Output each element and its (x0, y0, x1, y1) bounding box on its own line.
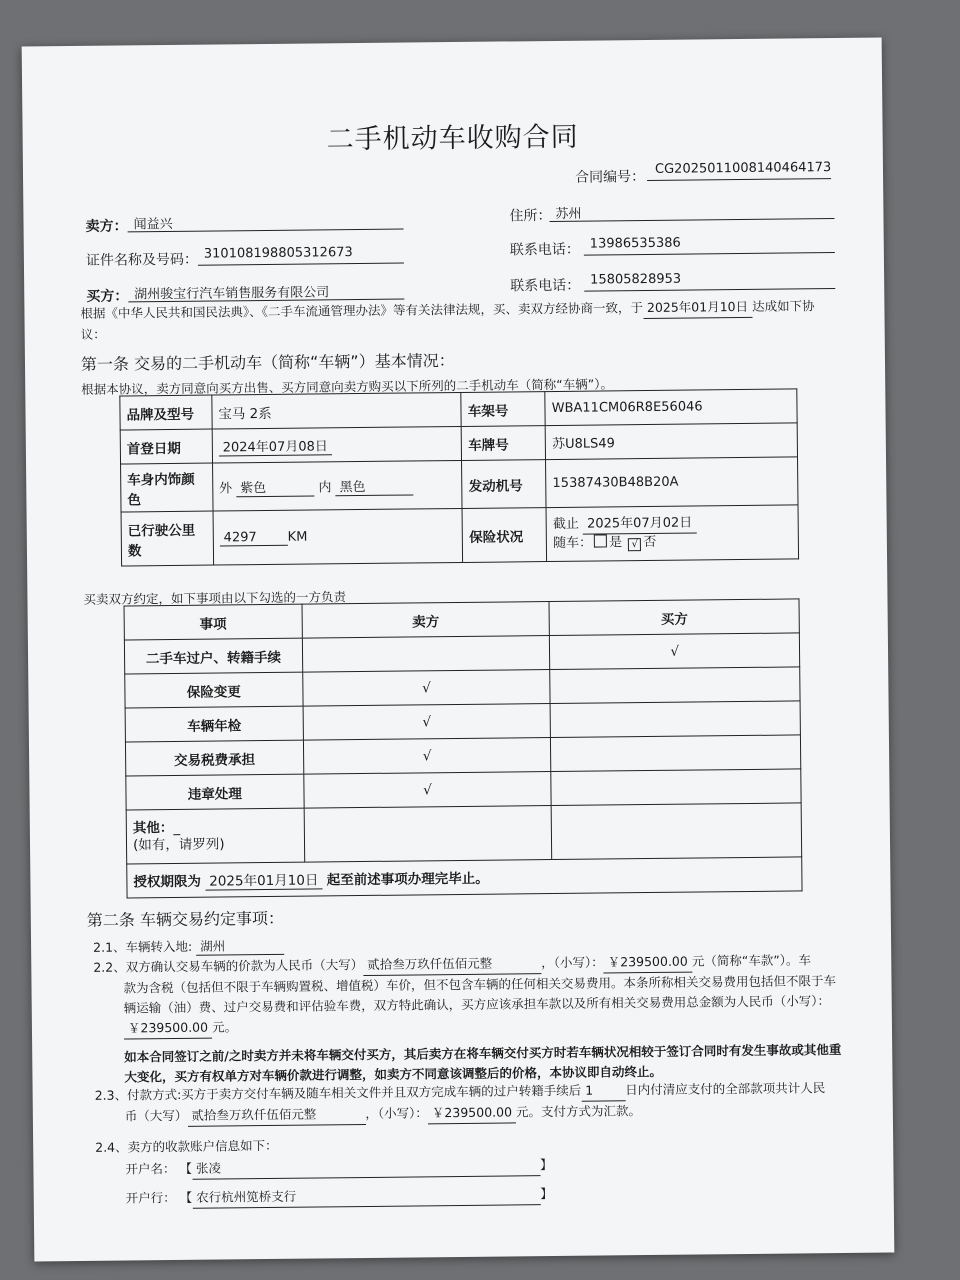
seller-name: 闻益兴 (133, 216, 173, 233)
mileage-value: 4297 (220, 529, 288, 546)
article-1-title: 第一条 交易的二手机动车（简称“车辆”）基本情况： (80, 351, 455, 374)
no-checkbox: √ (628, 538, 641, 551)
contract-no: CG2025011008140464173 (654, 160, 832, 177)
brand-value: 宝马 2系 (212, 392, 462, 429)
seller-id-no: 310108198805312673 (203, 245, 353, 262)
seller-id-label: 证件名称及号码： (85, 251, 198, 269)
clause-2-1: 2.1、车辆转入地: 湖州 (93, 936, 284, 957)
vin-value: WBA11CM06R8E56046 (545, 389, 797, 426)
article-2-title: 第二条 车辆交易约定事项： (86, 908, 284, 930)
contract-no-label: 合同编号： (574, 169, 646, 186)
plate-value: 苏U8LS49 (545, 423, 797, 460)
ext-color: 紫色 (236, 476, 314, 497)
table-row: 交易税费承担 √ (125, 735, 800, 776)
clause-2-4: 2.4、卖方的收款账户信息如下： 开户名： 【 张凌 】 开户行： 【 农行杭州笕桥支行 】 (95, 1130, 856, 1210)
table-row: 二手车过户、转籍手续 √ (124, 633, 799, 674)
int-color: 黑色 (335, 475, 413, 496)
seller-address: 苏州 (555, 206, 582, 222)
seller-label: 卖方： (85, 218, 128, 235)
insurance-date: 2025年07月02日 (583, 514, 696, 534)
intro-paragraph: 根据《中华人民共和国民法典》、《二手车流通管理办法》等有关法律法规，买、卖双方经协商一致，于 2025年01月10日 达成如下协 议： (80, 298, 815, 342)
table-row: 车辆年检 √ (125, 701, 800, 742)
table-row: 其他：_ (如有，请罗列) (126, 803, 802, 864)
buyer-name: 湖州骏宝行汽车销售服务有限公司 (134, 285, 330, 303)
seller-phone: 13986535386 (589, 235, 681, 252)
seller-address-label: 住所： (509, 207, 552, 225)
account-bank: 农行杭州笕桥支行 (192, 1184, 540, 1209)
engine-value: 15387430B48B20A (546, 457, 798, 508)
article-1-desc: 根据本协议，卖方同意向买方出售、买方同意向卖方购买以下所列的二手机动车（简称“车辆”）。 (81, 376, 614, 397)
buyer-phone: 15805828953 (590, 271, 682, 288)
page-title: 二手机动车收购合同 (326, 121, 579, 156)
table-row: 违章处理 √ (126, 769, 801, 810)
auth-date: 2025年01月10日 (205, 868, 322, 890)
clause-2-2: 2.2、双方确认交易车辆的价款为人民币（大写） 贰拾叁万玖仟伍佰元整 ，（小写）： ￥239500.00 元（简称“车款”）。车 款为含税（包括但不限于车辆购置税、增值税）车价，但不包含车辆的任何相关交易费用。本条所称相关交易费用包括但不限于车 辆运输（油）费、过户交易费和评估验车费，双方特此确认，买方应该承担车款以及所有相关交易费用总金额为人民币（小写）： ￥239500.00 元。 如本合同签订之前/之时卖方并未将车辆交付买方，其后卖方在将车辆交付买方时若车辆状况相较于签订合同时有发生事故或其他重 大变化，买方有权单方对车辆价款进行调整，如卖方不同意该调整后的价格，本协议即自动终止。 (93, 952, 842, 1085)
buyer-label: 买方： (86, 288, 129, 305)
duties-table: 事项 卖方 买方 二手车过户、转籍手续 √ 保险变更 √ 车辆年检 √ 交易税费承担 √ 违章处理 √ 其他：_ (如有，请罗列) 授权期限为 2025年01月10日 起至前述事项办理完毕止。 (124, 598, 803, 898)
contract-paper (22, 38, 895, 1262)
duties-intro: 买卖双方约定，如下事项由以下勾选的一方负责 (83, 589, 347, 607)
account-name: 张凌 (192, 1155, 540, 1180)
clause-2-3: 2.3、付款方式:买方于卖方交付车辆及随车相关文件并且双方完成车辆的过户转籍手续后 1 日内付清应支付的全部款项共计人民 币（大写） 贰拾叁万玖仟伍佰元整 ，（小写）： ￥239500.00 元。支付方式为汇款。 (95, 1078, 855, 1128)
seller-phone-label: 联系电话： (509, 241, 580, 259)
reg-date: 2024年07月08日 (219, 435, 332, 456)
vehicle-info-table: 品牌及型号 宝马 2系 车架号 WBA11CM06R8E56046 首登日期 2024年07月08日 车牌号 苏U8LS49 车身内饰颜色 外 紫色 内 黑色 发动机号 15387430B48B20A 已行驶公里数 4297 KM 保险状况 截止 2025年07月02日 随车： 是 √ 否 (119, 388, 799, 566)
table-row: 保险变更 √ (125, 667, 800, 708)
buyer-phone-label: 联系电话： (510, 277, 581, 295)
